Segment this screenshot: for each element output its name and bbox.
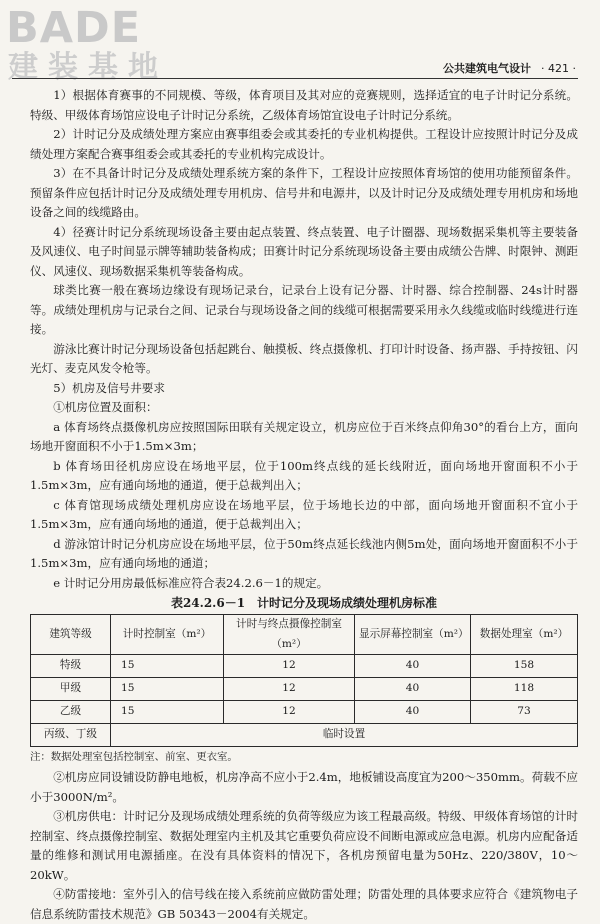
table-row bbox=[31, 701, 578, 724]
table-header-cell: 计时与终点摄像控制室（m²） bbox=[224, 615, 355, 655]
table-cell: 40 bbox=[355, 655, 471, 678]
table-cell: 丙级、丁级 bbox=[31, 724, 111, 747]
page-body bbox=[30, 86, 578, 924]
table-cell: 158 bbox=[471, 655, 578, 678]
list-item: c 体育馆现场成绩处理机房应设在场地平层，位于场地长边的中部，面向场地开窗面积不宜小于1.5m×3m，应有通向场地的通道，便于总裁判出入； bbox=[30, 497, 578, 531]
section-heading: 5）机房及信号井要求 bbox=[53, 380, 165, 395]
table-cell: 40 bbox=[355, 678, 471, 701]
table-cell: 15 bbox=[111, 655, 224, 678]
paragraph: 4）径赛计时记分系统现场设备主要由起点装置、终点装置、电子计圈器、现场数据采集机等主要装备及风速仪、电子时间显示牌等辅助装备构成；田赛计时记分系统现场设备主要由成绩公告牌、时限钟、测距仪、风速仪、现场数据采集机等装备构成。 bbox=[30, 224, 578, 278]
book-title: 公共建筑电气设计 bbox=[443, 62, 532, 75]
table-row bbox=[31, 678, 578, 701]
subsection-heading: ①机房位置及面积： bbox=[53, 400, 158, 414]
list-item: e 计时记分用房最低标准应符合表24.2.6－1的规定。 bbox=[53, 575, 329, 590]
paragraph: ②机房应同设铺设防静电地板，机房净高不应小于2.4m，地板铺设高度宜为200～350mm。荷载不应小于3000N/m²。 bbox=[30, 770, 578, 804]
table-note: 注：数据处理室包括控制室、前室、更衣室。 bbox=[30, 751, 238, 763]
table-cell: 12 bbox=[224, 655, 355, 678]
table-row bbox=[31, 724, 578, 747]
table-header-cell: 数据处理室（m²） bbox=[471, 615, 578, 655]
paragraph: 1）根据体育赛事的不同规模、等级，体育项目及其对应的竞赛规则，选择适宜的电子计时记分系统。特级、甲级体育场馆应设电子计时记分系统，乙级体育场馆宜设电子计时记分系统。 bbox=[30, 88, 578, 122]
page-number: · 421 · bbox=[541, 62, 576, 75]
table-cell: 乙级 bbox=[31, 701, 111, 724]
list-item: b 体育场田径机房应设在场地平层，位于100m终点线的延长线附近，面向场地开窗面积不小于1.5m×3m，应有通向场地的通道，便于总裁判出入； bbox=[30, 458, 578, 492]
table-header-cell: 显示屏幕控制室（m²） bbox=[355, 615, 471, 655]
table-cell: 特级 bbox=[31, 655, 111, 678]
running-head bbox=[443, 60, 576, 76]
table-cell: 15 bbox=[111, 678, 224, 701]
paragraph: 游泳比赛计时记分现场设备包括起跳台、触摸板、终点摄像机、打印计时设备、扬声器、手持按钮、闪光灯、麦克风发令枪等。 bbox=[30, 341, 578, 375]
logo bbox=[6, 3, 178, 88]
header-rule bbox=[12, 78, 578, 79]
table-cell: 118 bbox=[471, 678, 578, 701]
logo-brand: BADE bbox=[6, 3, 142, 53]
table-caption: 表24.2.6－1 计时记分及现场成绩处理机房标准 bbox=[170, 596, 438, 610]
list-item: d 游泳馆计时记分机房应设在场地平层，位于50m终点延长线池内侧5m处，面向场地开窗面积不小于1.5m×3m，应有通向场地的通道； bbox=[30, 536, 578, 570]
table-cell: 15 bbox=[111, 701, 224, 724]
table-header-cell: 计时控制室（m²） bbox=[111, 615, 224, 655]
table-cell: 12 bbox=[224, 701, 355, 724]
table-cell: 12 bbox=[224, 678, 355, 701]
table-cell: 73 bbox=[471, 701, 578, 724]
paragraph: 球类比赛一般在赛场边缘设有现场记录台，记录台上设有记分器、计时器、综合控制器、24s计时器等。成绩处理机房与记录台之间、记录台与现场设备之间的线缆可根据需要采用永久线缆或临时线缆进行连接。 bbox=[30, 283, 578, 336]
list-item: a 体育场终点摄像机房应按照国际田联有关规定设立，机房应位于百米终点仰角30°的看台上方，面向场地开窗面积不小于1.5m×3m； bbox=[30, 419, 578, 453]
table-row bbox=[31, 655, 578, 678]
table-header-cell: 建筑等级 bbox=[31, 615, 111, 655]
table-cell: 甲级 bbox=[31, 678, 111, 701]
room-standard-table bbox=[30, 614, 578, 747]
table-header-row bbox=[31, 615, 578, 655]
paragraph: 3）在不具备计时记分及成绩处理系统方案的条件下，工程设计应按照体育场馆的使用功能预留条件。预留条件应包括计时记分及成绩处理专用机房、信号井和电源井，以及计时记分及成绩处理专用机房和场地设备之间的线缆路由。 bbox=[30, 166, 578, 219]
table-cell: 40 bbox=[355, 701, 471, 724]
logo-subtitle: 建装基地 bbox=[8, 50, 168, 85]
paragraph: 2）计时记分及成绩处理方案应由赛事组委会或其委托的专业机构提供。工程设计应按照计时记分及成绩处理方案配合赛事组委会或其委托的专业机构完成设计。 bbox=[30, 127, 578, 161]
table-cell-merged: 临时设置 bbox=[111, 724, 578, 747]
paragraph: ③机房供电：计时记分及现场成绩处理系统的负荷等级应为该工程最高级。特级、甲级体育场馆的计时控制室、终点摄像控制室、数据处理室内主机及其它重要负荷应设不间断电源或应急电源。机房内应配备适量的维修和测试用电源插座。在没有具体资料的情况下，各机房预留电量为50Hz、220/380V，10～20kW。 bbox=[30, 809, 578, 882]
paragraph: ④防雷接地：室外引入的信号线在接入系统前应做防雷处理；防雷处理的具体要求应符合《建筑物电子信息系统防雷技术规范》GB 50343－2004有关规定。 bbox=[30, 887, 578, 921]
